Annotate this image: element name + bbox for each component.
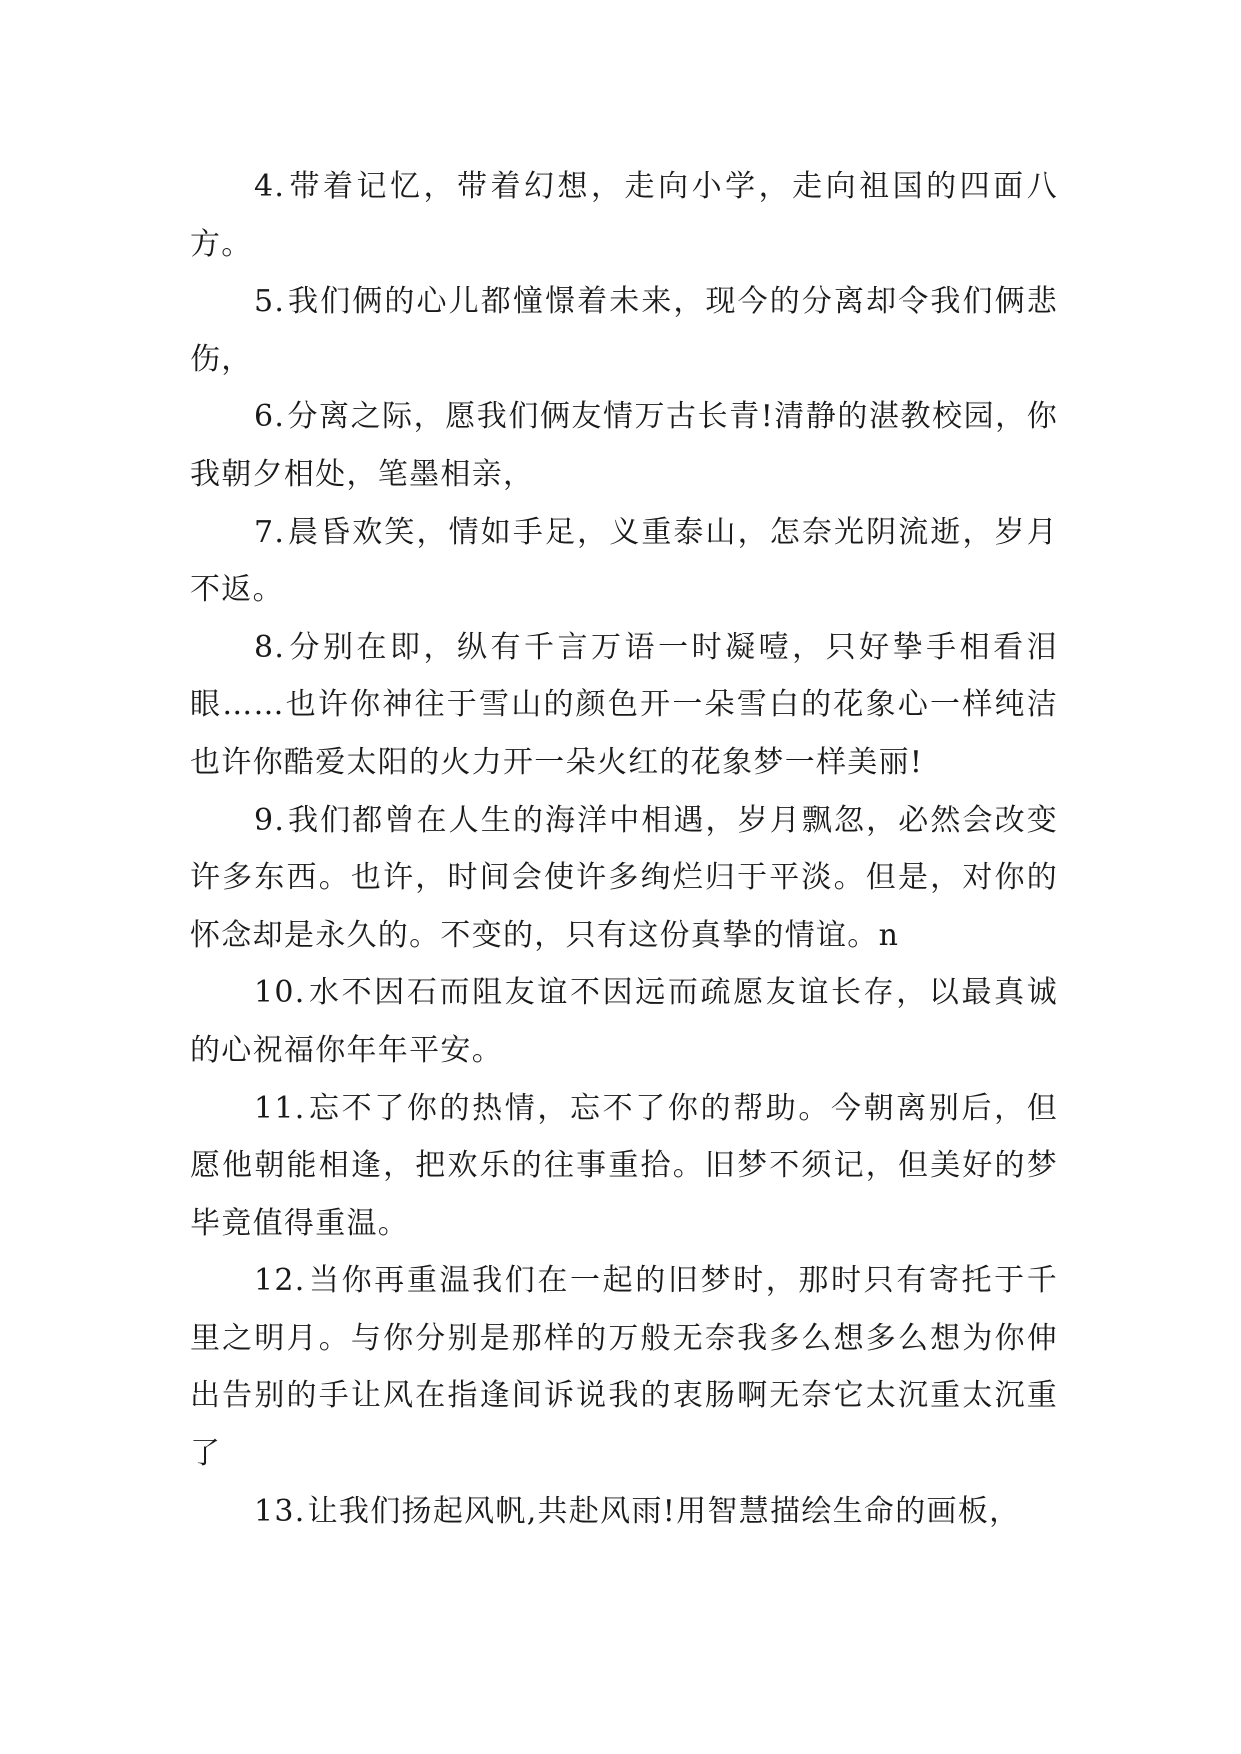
paragraph-text: 分别在即，纵有千言万语一时凝噎，只好挚手相看泪眼……也许你神往于雪山的颜色开一朵雪白的花象心一样纯洁也许你酷爱太阳的火力开一朵火红的花象梦一样美丽! [190, 629, 1058, 780]
paragraph-9 [190, 792, 1058, 965]
paragraph-number: 6. [254, 399, 286, 435]
paragraph-number: 13. [254, 1493, 306, 1529]
paragraph-number: 5. [254, 284, 286, 320]
paragraph-text: 忘不了你的热情，忘不了你的帮助。今朝离别后，但愿他朝能相逢，把欢乐的往事重拾。旧梦不须记，但美好的梦毕竟值得重温。 [190, 1090, 1058, 1241]
paragraph-4 [190, 158, 1058, 273]
document-body [190, 158, 1058, 1540]
paragraph-number: 12. [254, 1263, 306, 1299]
paragraph-11 [190, 1080, 1058, 1253]
paragraph-number: 11. [254, 1090, 306, 1126]
paragraph-10 [190, 964, 1058, 1079]
paragraph-12 [190, 1252, 1058, 1482]
paragraph-number: 4. [254, 169, 286, 204]
paragraph-number: 9. [254, 802, 286, 838]
paragraph-number: 8. [254, 629, 286, 665]
paragraph-text: 水不因石而阻友谊不因远而疏愿友谊长存，以最真诚的心祝福你年年平安。 [190, 975, 1058, 1068]
paragraph-text: 当你再重温我们在一起的旧梦时，那时只有寄托于千里之明月。与你分别是那样的万般无奈我多么想多么想为你伸出告别的手让风在指逢间诉说我的衷肠啊无奈它太沉重太沉重了 [190, 1263, 1058, 1472]
paragraph-6 [190, 388, 1058, 503]
paragraph-text: 我们俩的心儿都憧憬着未来，现今的分离却令我们俩悲伤， [190, 284, 1058, 377]
paragraph-text: 晨昏欢笑，情如手足，义重泰山，怎奈光阴流逝，岁月不返。 [190, 514, 1058, 608]
paragraph-number: 7. [254, 514, 286, 550]
paragraph-7 [190, 504, 1058, 619]
paragraph-text: 我们都曾在人生的海洋中相遇，岁月飘忽，必然会改变许多东西。也许，时间会使许多绚烂归于平淡。但是，对你的怀念却是永久的。不变的，只有这份真挚的情谊。n [190, 802, 1058, 953]
paragraph-text: 带着记忆，带着幻想，走向小学，走向祖国的四面八方。 [190, 169, 1058, 262]
paragraph-number: 10. [254, 975, 306, 1011]
paragraph-text: 分离之际，愿我们俩友情万古长青!清静的湛教校园，你我朝夕相处，笔墨相亲， [190, 399, 1058, 492]
paragraph-13 [190, 1483, 1058, 1541]
paragraph-5 [190, 273, 1058, 388]
paragraph-8 [190, 619, 1058, 792]
paragraph-text: 让我们扬起风帆,共赴风雨!用智慧描绘生命的画板， [307, 1493, 1021, 1529]
